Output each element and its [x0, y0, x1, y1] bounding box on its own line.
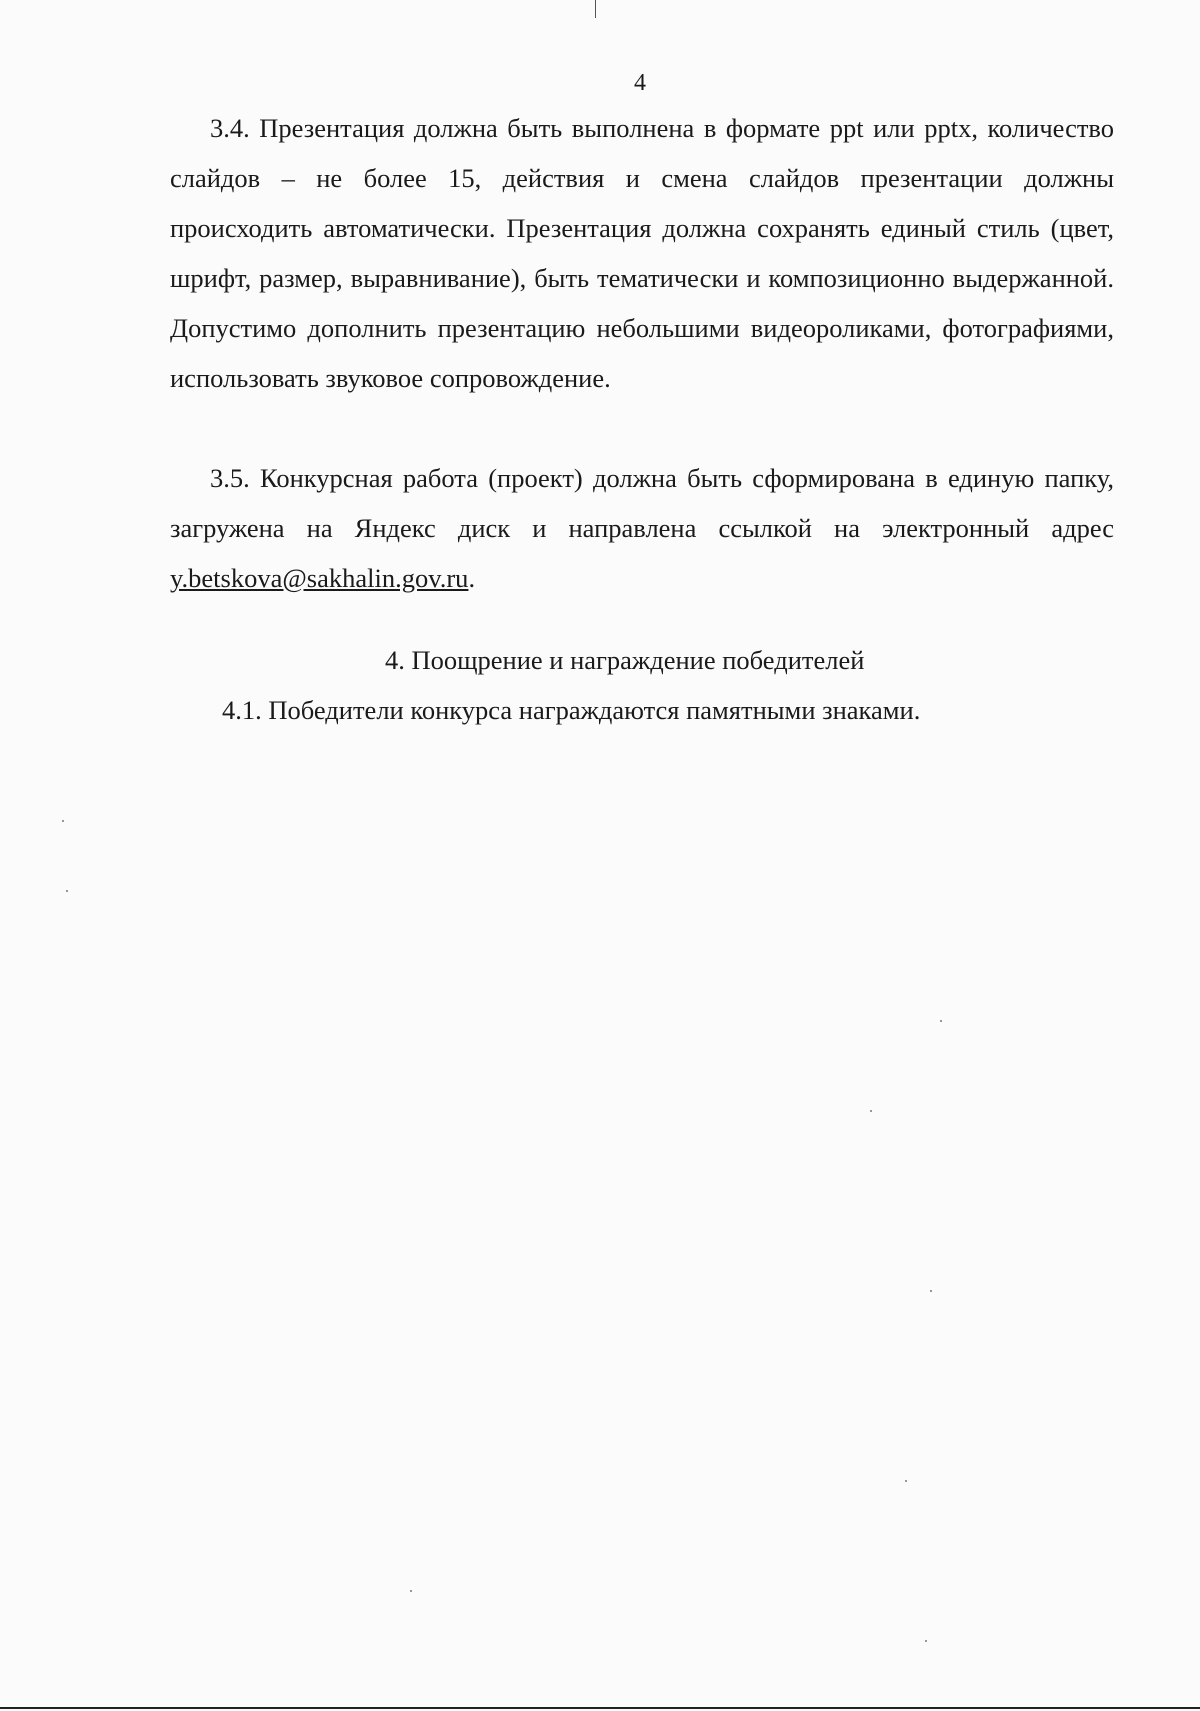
scan-speck	[925, 1640, 927, 1642]
paragraph-3-5	[170, 453, 1114, 603]
scan-speck	[870, 1110, 872, 1112]
scan-speck	[410, 1590, 412, 1592]
scan-speck	[66, 890, 68, 892]
paragraph-3-5-block	[170, 453, 1114, 603]
scan-mark	[595, 0, 596, 18]
email-link[interactable]: y.betskova@sakhalin.gov.ru	[170, 563, 469, 593]
paragraph-3-4-block	[170, 103, 1114, 403]
paragraph-3-5-end: .	[468, 563, 476, 593]
scan-speck	[905, 1480, 907, 1482]
section-4-heading: 4. Поощрение и награждение победителей	[385, 645, 865, 675]
paragraph-3-5-text: 3.5. Конкурсная работа (проект) должна быть сформирована в единую папку, загружена на Яндекс диск и направлена ссылкой на электронный адрес	[170, 463, 1114, 543]
paragraph-4-1: 4.1. Победители конкурса награждаются памятными знаками.	[222, 695, 921, 725]
paragraph-3-4: 3.4. Презентация должна быть выполнена в формате ppt или pptx, количество слайдов – не более 15, действия и смена слайдов презентации должны происходить автоматически. Презентация должна сохранять единый стиль (цвет, шрифт, размер, выравнивание), быть тематически и композиционно выдержанной. Допустимо дополнить презентацию небольшими видеороликами, фотографиями, использовать звуковое сопровождение.	[170, 113, 1114, 393]
scan-speck	[62, 820, 64, 822]
scan-speck	[930, 1290, 932, 1292]
page-number: 4	[634, 70, 646, 96]
scan-speck	[940, 1020, 942, 1022]
scan-edge	[0, 1707, 1200, 1709]
